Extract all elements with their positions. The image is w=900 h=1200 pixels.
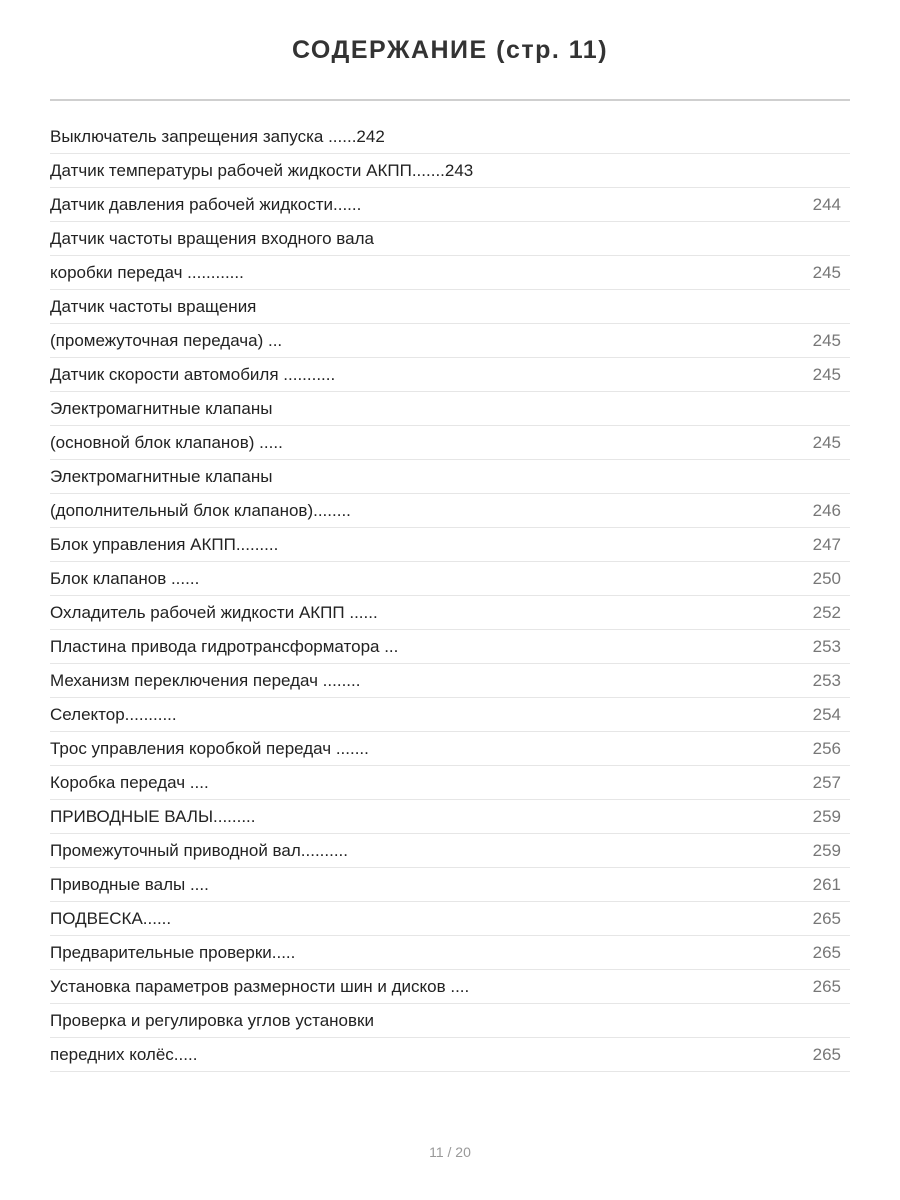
toc-entry-title: Охладитель рабочей жидкости АКПП ......	[50, 602, 378, 622]
toc-entry-title: передних колёс.....	[50, 1044, 198, 1064]
toc-entry-title: Датчик частоты вращения	[50, 296, 257, 316]
toc-entry-title: Проверка и регулировка углов установки	[50, 1010, 374, 1030]
page-title: СОДЕРЖАНИЕ (стр. 11)	[291, 36, 609, 64]
toc-entry-title: Блок управления АКПП.........	[50, 534, 279, 554]
toc-entry-title: Селектор...........	[50, 704, 177, 724]
toc-entry-page-number: 245	[812, 364, 841, 384]
toc-entry-title: Трос управления коробкой передач .......	[50, 738, 369, 758]
toc-entry-title: (основной блок клапанов) .....	[50, 432, 283, 452]
toc-entry-page-number: 245	[812, 432, 841, 452]
toc-entry-title: Датчик температуры рабочей жидкости АКПП.......243	[50, 160, 474, 180]
toc-entry[interactable]	[50, 936, 850, 970]
toc-entry[interactable]	[50, 222, 850, 256]
toc-entry-page-number: 265	[812, 976, 841, 996]
toc-entry[interactable]	[50, 120, 850, 154]
toc-entry[interactable]	[50, 766, 850, 800]
toc-entry[interactable]	[50, 392, 850, 426]
toc-entry[interactable]	[50, 426, 850, 460]
toc-entry-page-number: 252	[812, 602, 841, 622]
toc-entry[interactable]	[50, 596, 850, 630]
toc-entry-page-number: 254	[812, 704, 841, 724]
toc-entry[interactable]	[50, 698, 850, 732]
toc-entry[interactable]	[50, 732, 850, 766]
toc-entry-page-number: 247	[812, 534, 841, 554]
toc-entry-title: Датчик скорости автомобиля ...........	[50, 364, 336, 384]
toc-entry-title: Датчик давления рабочей жидкости......	[50, 194, 362, 214]
toc-entry-title: Установка параметров размерности шин и дисков ....	[50, 976, 470, 996]
toc-entry[interactable]	[50, 154, 850, 188]
toc-entry[interactable]	[50, 834, 850, 868]
toc-entry[interactable]	[50, 358, 850, 392]
toc-entry-page-number: 256	[812, 738, 841, 758]
toc-entry-title: (промежуточная передача) ...	[50, 330, 283, 350]
toc-entry-title: Предварительные проверки.....	[50, 942, 296, 962]
toc-entry-page-number: 245	[812, 330, 841, 350]
toc-entry[interactable]	[50, 562, 850, 596]
toc-entry[interactable]	[50, 664, 850, 698]
toc-entry[interactable]	[50, 1038, 850, 1072]
toc-entry-title: (дополнительный блок клапанов)........	[50, 500, 351, 520]
title-divider	[50, 99, 850, 101]
toc-entry[interactable]	[50, 256, 850, 290]
toc-entry-page-number: 265	[812, 908, 841, 928]
toc-entry-title: Выключатель запрещения запуска ......242	[50, 126, 385, 146]
toc-entry[interactable]	[50, 800, 850, 834]
toc-entry-title: Датчик частоты вращения входного вала	[50, 228, 374, 248]
toc-entry-title: Коробка передач ....	[50, 772, 209, 792]
toc-entry-title: Приводные валы ....	[50, 874, 209, 894]
toc-entry-page-number: 250	[812, 568, 841, 588]
toc-entry-page-number: 253	[812, 670, 841, 690]
toc-entry-title: ПРИВОДНЫЕ ВАЛЫ.........	[50, 806, 256, 826]
toc-entry-title: Пластина привода гидротрансформатора ...	[50, 636, 399, 656]
toc-entry[interactable]	[50, 528, 850, 562]
toc-entry-page-number: 246	[812, 500, 841, 520]
toc-entry[interactable]	[50, 290, 850, 324]
toc-entry-page-number: 259	[812, 806, 841, 826]
toc-entry-page-number: 265	[812, 1044, 841, 1064]
toc-entry-page-number: 265	[812, 942, 841, 962]
toc-entry-title: ПОДВЕСКА......	[50, 908, 172, 928]
toc-entry-page-number: 244	[812, 194, 841, 214]
toc-entry[interactable]	[50, 868, 850, 902]
toc-entry[interactable]	[50, 324, 850, 358]
page-indicator: 11 / 20	[429, 1144, 471, 1160]
toc-entry[interactable]	[50, 494, 850, 528]
toc-entry-page-number: 257	[812, 772, 841, 792]
toc-entry-title: Электромагнитные клапаны	[50, 466, 273, 486]
toc-entry-title: Блок клапанов ......	[50, 568, 200, 588]
toc-entry-page-number: 245	[812, 262, 841, 282]
toc-entry-page-number: 253	[812, 636, 841, 656]
toc-entry[interactable]	[50, 902, 850, 936]
toc-entry[interactable]	[50, 188, 850, 222]
toc-entry-page-number: 261	[812, 874, 841, 894]
toc-entry-title: Электромагнитные клапаны	[50, 398, 273, 418]
table-of-contents	[50, 120, 850, 1072]
toc-entry[interactable]	[50, 970, 850, 1004]
toc-entry[interactable]	[50, 1004, 850, 1038]
toc-entry-page-number: 259	[812, 840, 841, 860]
toc-entry-title: Промежуточный приводной вал..........	[50, 840, 349, 860]
toc-entry[interactable]	[50, 630, 850, 664]
toc-entry-title: Механизм переключения передач ........	[50, 670, 361, 690]
toc-entry-title: коробки передач ............	[50, 262, 244, 282]
toc-entry[interactable]	[50, 460, 850, 494]
